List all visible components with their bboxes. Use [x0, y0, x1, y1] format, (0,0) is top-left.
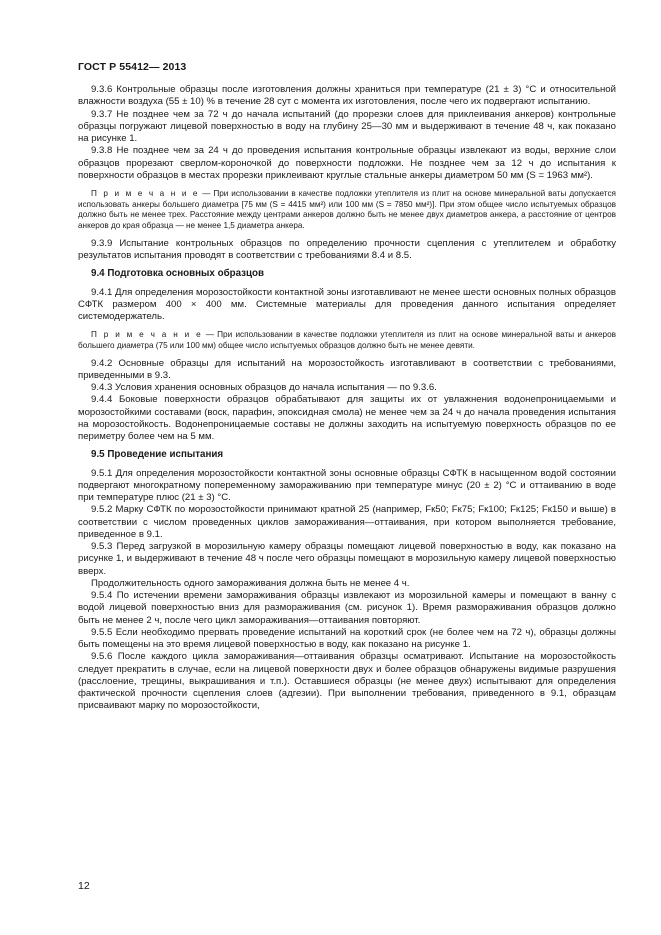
note-anchors: [78, 189, 616, 232]
note-text: — При использовании в качестве подложки утеплителя из плит на основе минеральной ваты и анкеров большего диаметра (75 или 100 мм) общее число испытуемых образцов должно быть не менее девяти.: [78, 330, 616, 351]
paragraph-9-5-6: 9.5.6 После каждого цикла замораживания—оттаивания образцы осматривают. Испытание на морозостойкость следует прекратить в случае, если на лицевой поверхности двух и более образцов обнаружены видимые разрушения (расслоение, трещины, выкрашивания и т.п.). Оставшиеся образцы (не менее двух) испытывают для определения фактической прочности сцепления слоев (адгезии). При выполнении требования, приведенного в 9.1, образцам присваивают марку по морозостойкости,: [78, 651, 616, 712]
paragraph-freeze-duration: Продолжительность одного замораживания должна быть не менее 4 ч.: [91, 577, 410, 589]
document-header: ГОСТ Р 55412— 2013: [78, 61, 187, 73]
document-body: [78, 84, 616, 713]
paragraph-9-4-4: 9.4.4 Боковые поверхности образцов обрабатывают для защиты их от увлажнения водонепроницаемыми и морозостойкими составами (воск, парафин, эпоксидная смола) не менее чем за 24 ч до начала проведения испытания на морозостойкость. Водонепроницаемые составы не должны заходить на испытуемую поверхность образцов по ее периметру более чем на 5 мм.: [78, 394, 616, 443]
paragraph-9-5-5: 9.5.5 Если необходимо прервать проведение испытаний на короткий срок (не более чем на 72 ч), образцы должны быть помещены на это время лицевой поверхностью в воду, как показано на рисунке 1.: [78, 626, 616, 651]
page-number: 12: [78, 880, 90, 892]
paragraph-9-4-1: 9.4.1 Для определения морозостойкости контактной зоны изготавливают не менее шести основных полных образцов СФТК размером 400 × 400 мм. Системные материалы для проведения данного испытания определяет системодержатель.: [78, 286, 616, 323]
paragraph-9-3-8: 9.3.8 Не позднее чем за 24 ч до проведения испытания контрольные образцы извлекают из воды, верхние слои образцов прорезают сверлом-короночкой до поверхности подложки. Не позднее чем за 12 ч до испытания к поверхности образцов в местах прорезки приклеивают круглые стальные анкеры диаметром 50 мм (S = 1963 мм²).: [78, 145, 616, 181]
note-text: — При использовании в качестве подложки утеплителя из плит на основе минеральной ваты допускается использовать анкеры большего диаметра [75 мм (S = 4415 мм²) или 100 мм (S = 7850 мм²)]. При этом общее число испытуемых образцов должно быть не менее трех. Расстояние между центрами анкеров должно быть не менее двух диаметров анкера, а расстояние от центров анкеров до края образца — не менее 1,5 диаметра анкера.: [78, 189, 616, 231]
paragraph-9-3-9: 9.3.9 Испытание контрольных образцов по определению прочности сцепления с утеплителем и обработку результатов испытания проводят в соответствии с требованиями 8.4 и 8.5.: [78, 237, 616, 262]
paragraph-9-3-6: 9.3.6 Контрольные образцы после изготовления должны храниться при температуре (21 ± 3) °С и относительной влажности воздуха (55 ± 10) % в течение 28 сут с момента их изготовления, после чего их подвергают испытанию.: [78, 84, 616, 108]
section-heading-9-5: 9.5 Проведение испытания: [91, 449, 224, 461]
paragraph-9-5-3: 9.5.3 Перед загрузкой в морозильную камеру образцы помещают лицевой поверхностью в воду, как показано на рисунке 1, и выдерживают в течение 48 ч после чего образцы помещают в морозильную камеру лицевой поверхностью вверх.: [78, 541, 616, 577]
note-label: П р и м е ч а н и е: [91, 330, 203, 340]
paragraph-9-5-1: 9.5.1 Для определения морозостойкости контактной зоны основные образцы СФТК в насыщенном водой состоянии подвергают многократному попеременному замораживанию при температуре минус (20 ± 2) °С и оттаиванию в воде при температуре плюс (21 ± 3) °С.: [78, 467, 616, 504]
paragraph-9-5-2: 9.5.2 Марку СФТК по морозостойкости принимают кратной 25 (например, Fк50; Fк75; Fк100; Fк125; Fк150 и выше) в соответствии с числом проведенных циклов замораживания—оттаивания, при котором выполняется требование, приведенное в 9.1.: [78, 504, 616, 540]
paragraph-9-5-4: 9.5.4 По истечении времени замораживания образцы извлекают из морозильной камеры и помещают в ванну с водой лицевой поверхностью вниз для размораживания (см. рисунок 1). Время размораживания образцов должно быть не менее 2 ч, после чего цикл замораживания—оттаивания повторяют.: [78, 590, 616, 626]
note-label: П р и м е ч а н и е: [91, 189, 200, 198]
note-samples: [78, 330, 616, 351]
paragraph-9-3-7: 9.3.7 Не позднее чем за 72 ч до начала испытаний (до прорезки слоев для приклеивания анкеров) контрольные образцы погружают лицевой поверхностью в воду на глубину 25—30 мм и выдерживают в течение 48 ч, как показано на рисунке 1.: [78, 108, 616, 144]
paragraph-9-4-3: 9.4.3 Условия хранения основных образцов до начала испытания — по 9.3.6.: [91, 382, 437, 394]
paragraph-9-4-2: 9.4.2 Основные образцы для испытаний на морозостойкость изготавливают в соответствии с требованиями, приведенными в 9.3.: [78, 357, 616, 381]
section-heading-9-4: 9.4 Подготовка основных образцов: [91, 268, 265, 280]
